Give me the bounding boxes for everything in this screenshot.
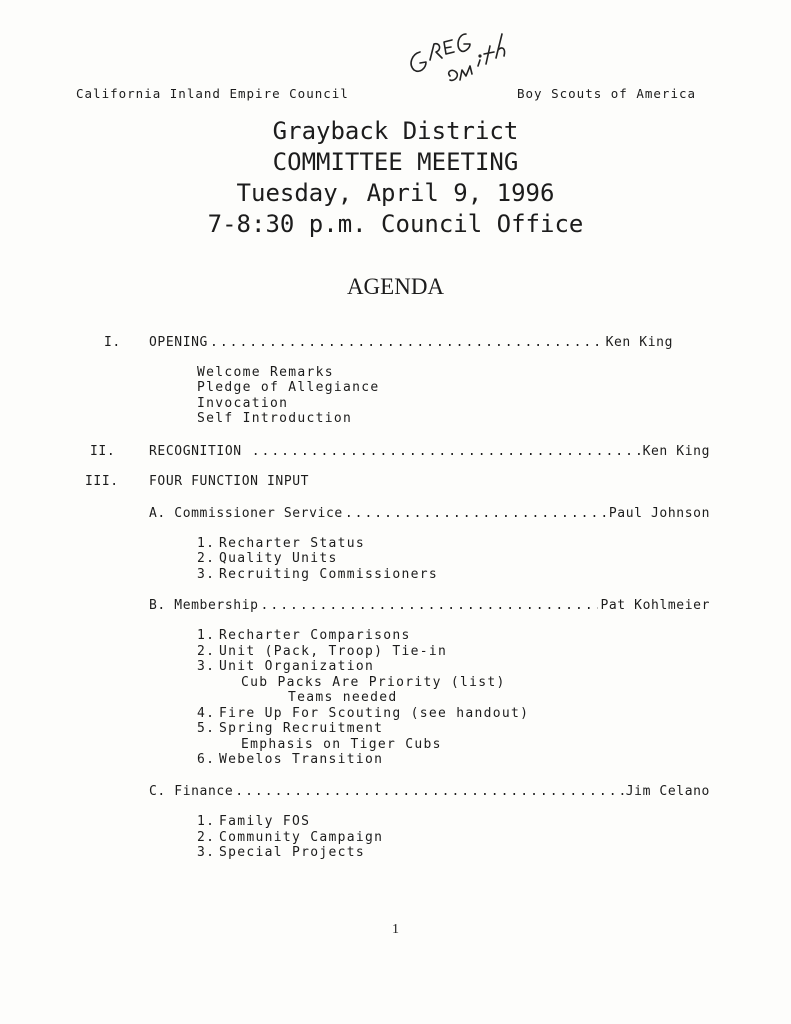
- council-name: California Inland Empire Council: [76, 86, 349, 101]
- subsection-label: B. Membership: [149, 598, 259, 613]
- presenter-name: Paul Johnson: [608, 506, 710, 521]
- list-item: 3. Special Projects: [197, 845, 366, 860]
- list-note: Emphasis on Tiger Cubs: [241, 737, 442, 752]
- section-label: FOUR FUNCTION INPUT: [149, 474, 310, 489]
- meeting-date: Tuesday, April 9, 1996: [236, 179, 555, 207]
- list-item: 6. Webelos Transition: [197, 752, 384, 767]
- section-label: OPENING: [149, 335, 208, 350]
- list-item: Welcome Remarks: [197, 365, 334, 380]
- meeting-time-location: 7-8:30 p.m. Council Office: [207, 210, 584, 238]
- dot-leader: [261, 598, 599, 613]
- dot-leader: [235, 784, 623, 799]
- list-note: Cub Packs Are Priority (list): [241, 675, 506, 690]
- page-number: 1: [392, 922, 399, 937]
- list-item: Self Introduction: [197, 411, 353, 426]
- list-item: 3. Unit Organization: [197, 659, 375, 674]
- dot-leader: [210, 335, 604, 350]
- presenter-name: Ken King: [605, 335, 673, 350]
- meeting-title: COMMITTEE MEETING: [272, 148, 519, 176]
- section-numeral: II.: [90, 444, 116, 459]
- dot-leader: [345, 506, 607, 521]
- agenda-line-recognition: [149, 444, 710, 459]
- agenda-line-opening: [149, 335, 673, 350]
- presenter-name: Pat Kohlmeier: [600, 598, 710, 613]
- list-item: Pledge of Allegiance: [197, 380, 380, 395]
- agenda-line-finance: [149, 784, 710, 799]
- section-numeral: I.: [104, 335, 121, 350]
- list-item: 1. Family FOS: [197, 814, 311, 829]
- handwritten-signature: [400, 14, 510, 98]
- section-label: RECOGNITION: [149, 444, 242, 459]
- list-item: 1. Recharter Status: [197, 536, 366, 551]
- list-item: Invocation: [197, 396, 289, 411]
- section-numeral: III.: [85, 474, 119, 489]
- subsection-label: A. Commissioner Service: [149, 506, 343, 521]
- district-title: Grayback District: [272, 117, 519, 145]
- presenter-name: Ken King: [642, 444, 710, 459]
- subsection-label: C. Finance: [149, 784, 234, 799]
- agenda-line-membership: [149, 598, 710, 613]
- list-item: 2. Community Campaign: [197, 830, 384, 845]
- list-item: 5. Spring Recruitment: [197, 721, 384, 736]
- list-item: 1. Recharter Comparisons: [197, 628, 411, 643]
- presenter-name: Jim Celano: [625, 784, 710, 799]
- dot-leader: [252, 444, 641, 459]
- agenda-heading: AGENDA: [346, 274, 445, 299]
- organization-name: Boy Scouts of America: [517, 86, 697, 101]
- list-item: 2. Quality Units: [197, 551, 338, 566]
- list-item: 2. Unit (Pack, Troop) Tie-in: [197, 644, 448, 659]
- list-item: 3. Recruiting Commissioners: [197, 567, 439, 582]
- list-note: Teams needed: [288, 690, 398, 705]
- agenda-line-commissioner: [149, 506, 710, 521]
- list-item: 4. Fire Up For Scouting (see handout): [197, 706, 530, 721]
